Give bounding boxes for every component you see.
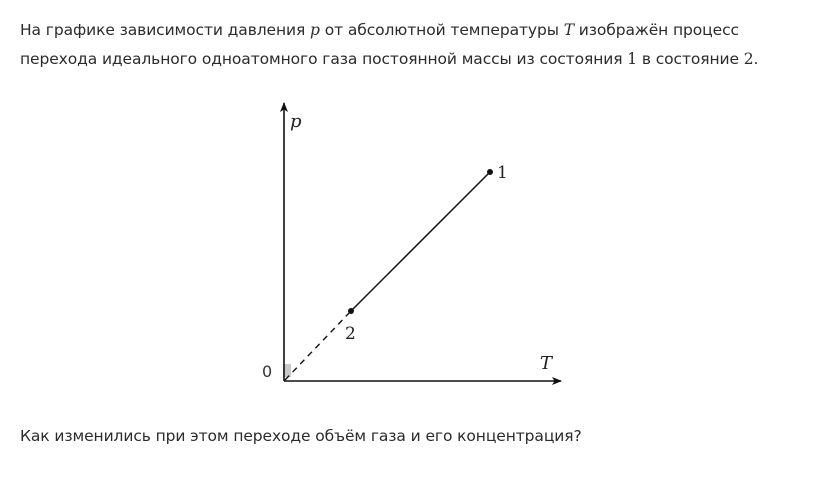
question-text-part: от абсолютной температуры xyxy=(319,21,564,39)
question-text-part: . xyxy=(753,50,759,68)
state-1-point xyxy=(487,169,493,175)
extrapolation-line xyxy=(285,311,351,380)
state-number: 2 xyxy=(743,50,754,68)
question-text-part: изображён процесс xyxy=(573,21,739,39)
state-1-label: 1 xyxy=(497,163,508,183)
p-axis-label: p xyxy=(290,111,302,132)
process-line xyxy=(351,172,490,311)
t-axis-label: T xyxy=(540,353,553,374)
state-2-point xyxy=(348,308,354,314)
pressure-symbol: p xyxy=(310,21,320,39)
question-prompt: Как изменились при этом переходе объём газа и его концентрация? xyxy=(20,427,582,445)
state-2-label: 2 xyxy=(345,324,356,344)
state-number: 1 xyxy=(627,50,638,68)
question-text-part: в состояние xyxy=(637,50,744,68)
question-text-part: На графике зависимости давления xyxy=(20,21,311,39)
question-text-part: перехода идеального одноатомного газа постоянной массы из состояния xyxy=(20,50,628,68)
origin-label: 0 xyxy=(262,362,273,381)
temperature-symbol: T xyxy=(563,21,574,39)
